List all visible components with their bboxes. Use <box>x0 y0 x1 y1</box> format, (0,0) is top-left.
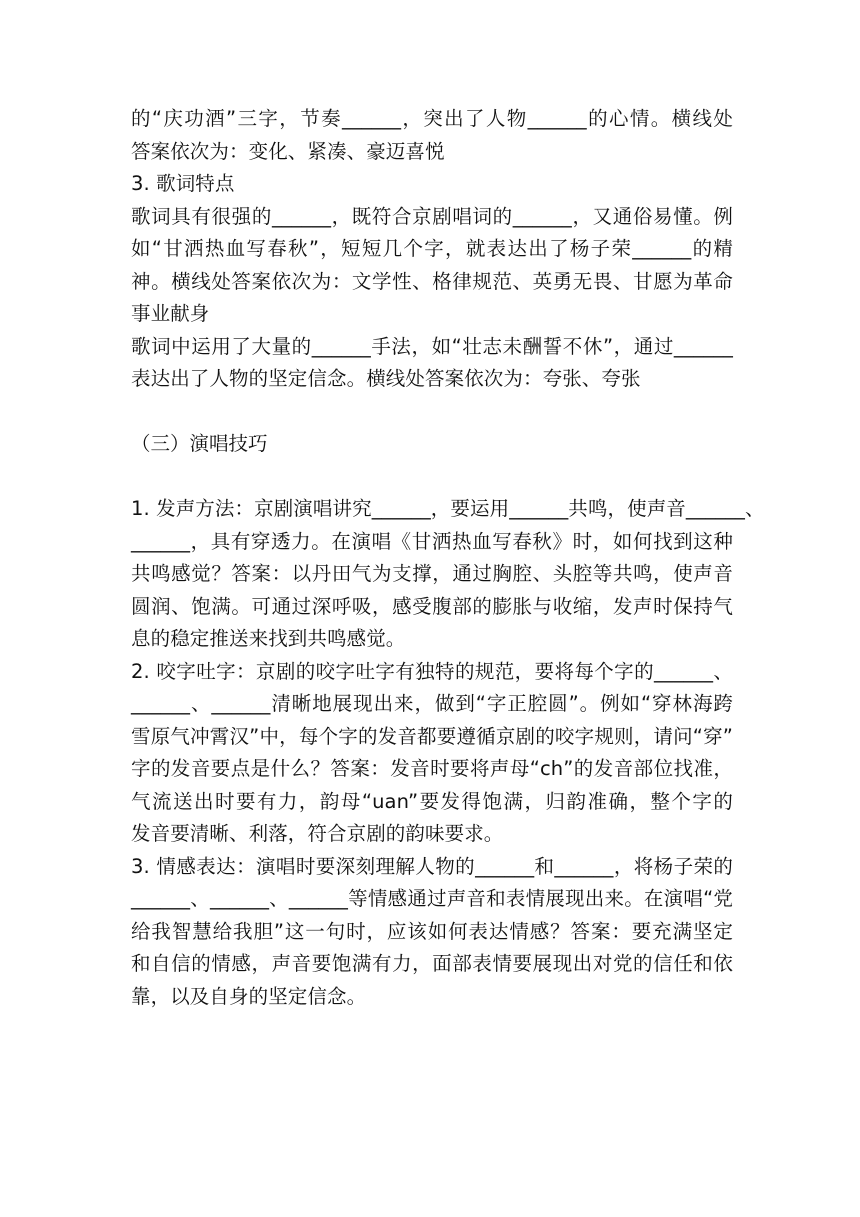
text-line: 神。横线处答案依次为：文学性、格律规范、英勇无畏、甘愿为革命 <box>131 269 733 293</box>
text-line: 表达出了人物的坚定信念。横线处答案依次为：夸张、夸张 <box>131 367 641 390</box>
text-line: 共鸣感觉？答案：以丹田气为支撑，通过胸腔、头腔等共鸣，使声音 <box>131 562 733 585</box>
text-line: 的“庆功酒”三字，节奏______，突出了人物______的心情。横线处 <box>131 107 733 130</box>
text-line: ______，具有穿透力。在演唱《甘洒热血写春秋》时，如何找到这种 <box>131 529 733 553</box>
text-line: 发音要清晰、利落，符合京剧的韵味要求。 <box>131 822 504 845</box>
paragraph-lyrics-technique <box>131 331 733 396</box>
text-line: 圆润、饱满。可通过深呼吸，感受腹部的膨胀与收缩，发声时保持气 <box>131 594 733 618</box>
text-line: 歌词具有很强的______，既符合京剧唱词的______，又通俗易懂。例 <box>131 204 733 228</box>
text-line: 如“甘洒热血写春秋”，短短几个字，就表达出了杨子荣______的精 <box>131 237 733 260</box>
paragraph-articulation <box>131 656 733 851</box>
paragraph-lyrics-literary <box>131 201 733 331</box>
text-line: 事业献身 <box>131 302 210 325</box>
text-line: 给我智慧给我胆”这一句时，应该如何表达情感？答案：要充满坚定 <box>131 919 733 943</box>
text-line: 2. 咬字吐字：京剧的咬字吐字有独特的规范，要将每个字的______、 <box>131 659 733 683</box>
text-line: 3. 情感表达：演唱时要深刻理解人物的______和______，将杨子荣的 <box>131 854 733 878</box>
text-line: 歌词中运用了大量的______手法，如“壮志未酬誓不休”，通过______ <box>131 334 733 358</box>
text-line: 息的稳定推送来找到共鸣感觉。 <box>131 627 406 650</box>
spacer <box>131 396 733 429</box>
document-page <box>131 103 765 1013</box>
text-line: 字的发音要点是什么？答案：发音时要将声母“ch”的发音部位找准， <box>131 757 733 780</box>
text-line: 雪原气冲霄汉”中，每个字的发音都要遵循京剧的咬字规则，请问“穿” <box>131 724 733 748</box>
text-line: ______、______清晰地展现出来，做到“字正腔圆”。例如“穿林海跨 <box>131 692 733 715</box>
text-line: 1. 发声方法：京剧演唱讲究______，要运用______共鸣，使声音______、 <box>131 497 765 520</box>
text-line: ______、______、______等情感通过声音和表情展现出来。在演唱“党 <box>131 887 733 910</box>
spacer <box>131 461 733 494</box>
text-line: 气流送出时要有力，韵母“uan”要发得饱满，归韵准确，整个字的 <box>131 789 733 813</box>
paragraph-vocal-method <box>131 493 765 656</box>
text-line: 和自信的情感，声音要饱满有力，面部表情要展现出对党的信任和依 <box>131 952 733 975</box>
subheading-lyrics-features: 3. 歌词特点 <box>131 172 235 195</box>
paragraph-emotional-expression <box>131 851 733 1014</box>
section-title-singing-skills: （三）演唱技巧 <box>131 432 268 455</box>
text-line: 靠，以及自身的坚定信念。 <box>131 984 367 1008</box>
text-line: 答案依次为：变化、紧凑、豪迈喜悦 <box>131 139 445 163</box>
paragraph-singing-rhythm <box>131 103 733 168</box>
